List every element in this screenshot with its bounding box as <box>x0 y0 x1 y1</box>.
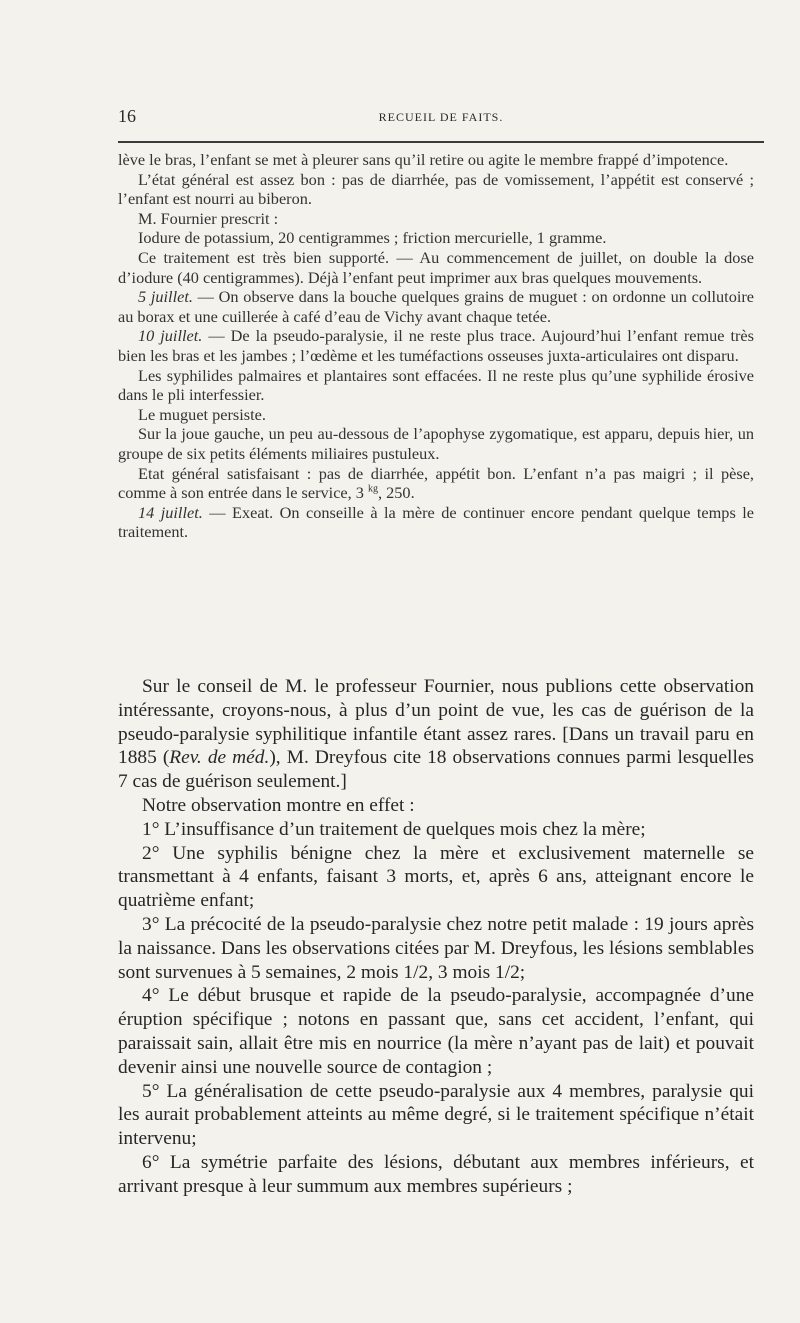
paragraph-text: — Exeat. On conseille à la mère de continuer encore pendant quelque temps le traitement. <box>118 502 754 542</box>
citation: Rev. de méd. <box>169 747 270 769</box>
list-item: 1° L’insuffisance d’un traitement de quelques mois chez la mère; <box>142 818 646 840</box>
paragraph-text: ), M. Dreyfous cite 18 observations connues parmi lesquelles 7 cas de guérison seulement.] <box>118 747 754 793</box>
paragraph: Les syphilides palmaires et plantaires sont effacées. Il ne reste plus qu’une syphilide érosive dans le pli interfessier. <box>118 365 754 405</box>
list-item: 6° La symétrie parfaite des lésions, débutant aux membres inférieurs, et arrivant presque à leur summum aux membres supérieurs ; <box>118 1151 754 1197</box>
paragraph-text: — On observe dans la bouche quelques grains de muguet : on ordonne un collutoire au borax et une cuillerée à café d’eau de Vichy avant chaque tetée. <box>118 287 755 326</box>
paragraph: Ce traitement est très bien supporté. — Au commencement de juillet, on double la dose d’iodure (40 centigrammes). Déjà l’enfant peut imprimer aux bras quelques mouvements. <box>118 247 754 287</box>
paragraph-text: , 250. <box>378 483 415 503</box>
prescription: Iodure de potassium, 20 centigrammes ; friction mercurielle, 1 gramme. <box>138 228 607 248</box>
paragraph: Sur la joue gauche, un peu au-dessous de l’apophyse zygomatique, est apparu, depuis hier, un groupe de six petits éléments miliaires pustuleux. <box>118 424 754 463</box>
date-label: 5 juillet. <box>138 287 193 307</box>
case-observation-notes <box>118 150 754 542</box>
list-item: 5° La généralisation de cette pseudo-paralysie aux 4 membres, paralysie qui les aurait probablement atteints au même degré, si le traitement spécifique n’était intervenu; <box>118 1080 754 1150</box>
header-rule <box>118 141 764 143</box>
paragraph-text: Sur le conseil de M. le professeur Fournier, nous publions cette observation intéressante, croyons-nous, à plus d’un point de vue, les cas de guérison de la pseudo-paralysie syphilitique infantile étant assez rares. [Dans un travail paru en 1885 ( <box>118 676 754 769</box>
commentary <box>118 675 754 1199</box>
list-item: 2° Une syphilis bénigne chez la mère et exclusivement maternelle se transmettant à 4 enfants, faisant 3 morts, et, après 6 ans, atteignant encore le quatrième enfant; <box>118 842 754 912</box>
page-header <box>118 106 764 132</box>
page-number: 16 <box>118 106 136 126</box>
paragraph-dated <box>118 326 754 365</box>
paragraph: lève le bras, l’enfant se met à pleurer sans qu’il retire ou agite le membre frappé d’impotence. <box>118 150 729 169</box>
list-item: 4° Le début brusque et rapide de la pseudo-paralysie, accompagnée d’une éruption spécifique ; notons en passant que, sans cet accident, l’enfant, qui paraissait sain, allait être mis en nourrice (la mère n’ayant pas de lait) et pouvait devenir ainsi une nouvelle source de contagion ; <box>118 985 754 1078</box>
date-label: 10 juillet. <box>138 326 203 346</box>
paragraph: L’état général est assez bon : pas de diarrhée, pas de vomissement, l’appétit est conservé ; l’enfant est nourri au biberon. <box>118 169 754 209</box>
paragraph-dated <box>118 503 754 542</box>
running-title: RECUEIL DE FAITS. <box>378 110 504 124</box>
paragraph <box>118 464 754 503</box>
paragraph: M. Fournier prescrit : <box>138 208 279 228</box>
paragraph-text: — De la pseudo-paralysie, il ne reste plus trace. Aujourd’hui l’enfant remue très bien les bras et les jambes ; l’œdème et les tuméfactions osseuses juxta-articulaires ont disparu. <box>118 326 754 365</box>
paragraph: Notre observation montre en effet : <box>142 794 415 816</box>
list-item: 3° La précocité de la pseudo-paralysie chez notre petit malade : 19 jours après la naissance. Dans les observations citées par M. Dreyfous, les lésions semblables sont survenues à 5 semaines, 2 mois 1/2, 3 mois 1/2; <box>118 913 754 983</box>
weight-unit: kg <box>368 483 378 495</box>
date-label: 14 juillet. <box>138 502 203 522</box>
paragraph: Le muguet persiste. <box>138 404 266 424</box>
paragraph-dated <box>118 287 754 326</box>
paragraph-text: Etat général satisfaisant : pas de diarrhée, appétit bon. L’enfant n’a pas maigri ; il pèse, comme à son entrée dans le service, 3 <box>118 463 754 503</box>
paragraph <box>118 675 754 794</box>
